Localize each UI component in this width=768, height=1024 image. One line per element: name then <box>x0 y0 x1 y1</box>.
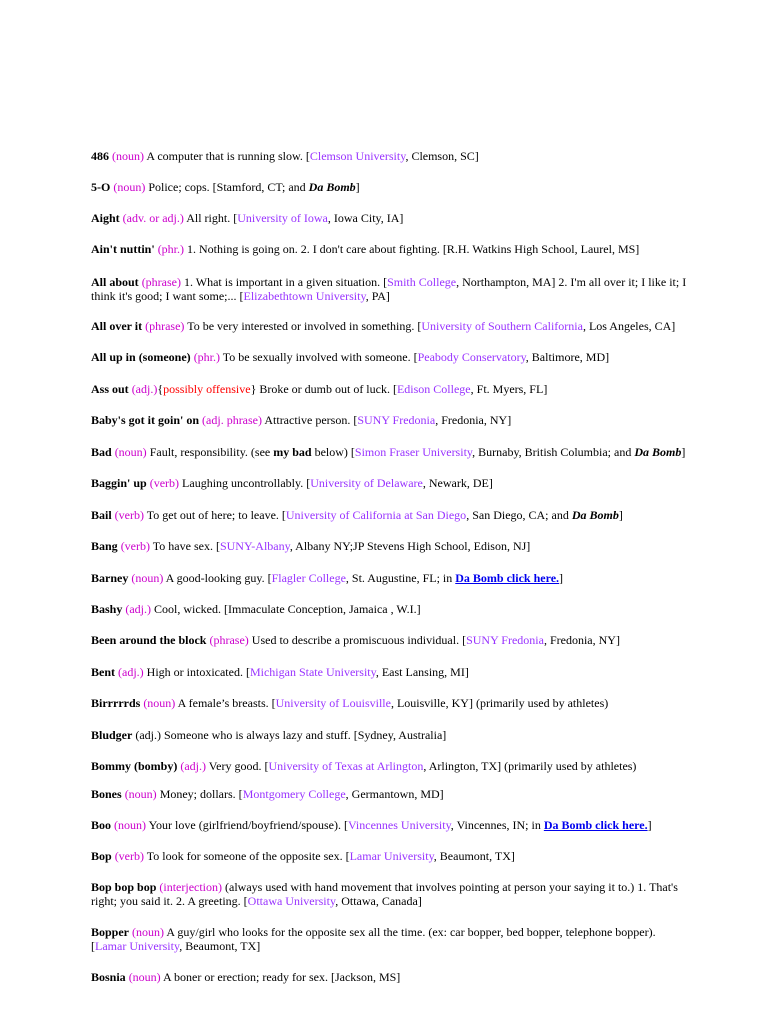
glossary-entry <box>91 759 691 773</box>
definition-text: ] <box>355 180 360 194</box>
headword: 5-O <box>91 180 111 194</box>
headword: Aight <box>91 211 120 225</box>
institution-name: SUNY Fredonia <box>466 633 544 647</box>
headword: Bent <box>91 665 115 679</box>
glossary-entry <box>91 849 691 863</box>
headword: Bones <box>91 787 122 801</box>
definition-text: High or intoxicated. [ <box>143 665 250 679</box>
definition-text: All right. [ <box>183 211 238 225</box>
definition-text: Money; dollars. [ <box>156 787 243 801</box>
institution-name: Clemson University <box>309 149 406 163</box>
definition-text: Attractive person. [ <box>262 413 358 427</box>
headword: Bludger <box>91 728 133 742</box>
institution-name: Lamar University <box>349 849 434 863</box>
part-of-speech: (adj.) <box>125 602 152 616</box>
definition-text: , Burnaby, British Columbia; and <box>472 445 635 459</box>
definition-text: , Ottawa, Canada] <box>335 894 422 908</box>
definition-text: Police; cops. [Stamford, CT; and <box>145 180 309 194</box>
glossary-entry <box>91 602 691 616</box>
headword: 486 <box>91 149 109 163</box>
definition-text: , Louisville, KY] (primarily used by athletes) <box>390 696 609 710</box>
part-of-speech: (adj. phrase) <box>202 413 263 427</box>
glossary-entry <box>91 539 691 553</box>
glossary-entry <box>91 350 691 364</box>
headword: Baby's got it goin' on <box>91 413 200 427</box>
definition-text: Cool, wicked. [Immaculate Conception, Jamaica , W.I.] <box>151 602 421 616</box>
institution-name: SUNY-Albany <box>219 539 290 553</box>
glossary-entry <box>91 970 691 984</box>
definition-text: , Clemson, SC] <box>405 149 479 163</box>
institution-name: University of Iowa <box>237 211 328 225</box>
definition-text: ] <box>681 445 686 459</box>
part-of-speech: (verb) <box>120 539 151 553</box>
part-of-speech: (interjection) <box>159 880 223 894</box>
part-of-speech: (phrase) <box>209 633 249 647</box>
definition-text: A boner or erection; ready for sex. [Jackson, MS] <box>160 970 401 984</box>
glossary-entry <box>91 319 691 333</box>
source-reference: Da Bomb <box>634 445 682 459</box>
headword: Birrrrrds <box>91 696 141 710</box>
institution-name: Lamar University <box>95 939 180 953</box>
definition-text: (adj.) Someone who is always lazy and stuff. [Sydney, Australia] <box>132 728 447 742</box>
glossary-entry <box>91 445 691 459</box>
definition-text: , Iowa City, IA] <box>327 211 404 225</box>
definition-text: , Beaumont, TX] <box>179 939 261 953</box>
definition-text: , Arlington, TX] (primarily used by athletes) <box>423 759 637 773</box>
headword: Barney <box>91 571 129 585</box>
glossary-entry <box>91 633 691 647</box>
glossary-entry <box>91 508 691 522</box>
glossary-entry <box>91 149 691 163</box>
institution-name: Vincennes University <box>347 818 451 832</box>
definition-text: , Germantown, MD] <box>345 787 444 801</box>
glossary-entry <box>91 925 691 953</box>
definition-text: , Baltimore, MD] <box>525 350 610 364</box>
glossary-entry <box>91 696 691 710</box>
headword: Bopper <box>91 925 130 939</box>
glossary-entry <box>91 818 691 832</box>
headword: Bashy <box>91 602 123 616</box>
definition-text: , Ft. Myers, FL] <box>470 382 548 396</box>
definition-text: , Newark, DE] <box>422 476 493 490</box>
institution-name: Michigan State University <box>249 665 376 679</box>
part-of-speech: (phr.) <box>193 350 221 364</box>
definition-text: To have sex. [ <box>150 539 220 553</box>
part-of-speech: (adj.) <box>131 382 158 396</box>
part-of-speech: (noun) <box>128 970 161 984</box>
definition-text: , Albany NY;JP Stevens High School, Edison, NJ] <box>289 539 531 553</box>
part-of-speech: (noun) <box>114 445 147 459</box>
headword: Boo <box>91 818 112 832</box>
definition-text: (always used with hand movement that involves pointing at person your saying it to.) 1. That's right; you said it. 2. A greeting. [ <box>91 880 678 908</box>
headword: Bail <box>91 508 112 522</box>
headword: Ass out <box>91 382 129 396</box>
definition-text: Used to describe a promiscuous individual. [ <box>248 633 467 647</box>
definition-text: A computer that is running slow. [ <box>144 149 310 163</box>
institution-name: Ottawa University <box>247 894 336 908</box>
glossary-entry <box>91 880 691 908</box>
definition-text: A guy/girl who looks for the opposite sex all the time. (ex: car bopper, bed bopper, telephone bopper). [ <box>91 925 656 953</box>
part-of-speech: (noun) <box>143 696 176 710</box>
headword: Bad <box>91 445 112 459</box>
da-bomb-link[interactable]: Da Bomb click here. <box>455 571 560 585</box>
definition-text: ] <box>618 508 623 522</box>
headword: Ain't nuttin' <box>91 242 155 256</box>
definition-text: To look for someone of the opposite sex. [ <box>144 849 350 863</box>
part-of-speech: (noun) <box>131 571 164 585</box>
part-of-speech: (phrase) <box>141 275 181 289</box>
definition-text: A good-looking guy. [ <box>163 571 272 585</box>
part-of-speech: (noun) <box>124 787 157 801</box>
definition-text: , PA] <box>365 289 390 303</box>
institution-name: University of Louisville <box>275 696 391 710</box>
cross-reference: my bad <box>273 445 312 459</box>
institution-name: Montgomery College <box>242 787 346 801</box>
definition-text: , East Lansing, MI] <box>375 665 469 679</box>
headword: Bosnia <box>91 970 126 984</box>
part-of-speech: (noun) <box>113 180 146 194</box>
definition-text: , Los Angeles, CA] <box>582 319 676 333</box>
part-of-speech: (adj.) <box>118 665 144 679</box>
glossary-entry <box>91 211 691 225</box>
definition-text: To get out of here; to leave. [ <box>144 508 286 522</box>
definition-text: Laughing uncontrollably. [ <box>179 476 311 490</box>
headword: Baggin' up <box>91 476 147 490</box>
da-bomb-link[interactable]: Da Bomb click here. <box>543 818 648 832</box>
definition-text: Very good. [ <box>206 759 269 773</box>
headword: All up in (someone) <box>91 350 191 364</box>
glossary-entry <box>91 571 691 585</box>
part-of-speech: (adv. or adj.) <box>122 211 184 225</box>
definition-text: , Northampton, MA] 2. I'm all over it; I like it; I think it's good; I want some;... [ <box>91 275 687 303</box>
headword: All about <box>91 275 139 289</box>
glossary-entry <box>91 728 691 742</box>
part-of-speech: (phr.) <box>157 242 185 256</box>
part-of-speech: (noun) <box>112 149 144 163</box>
source-reference: Da Bomb <box>308 180 356 194</box>
definition-text: below) [ <box>311 445 355 459</box>
definition-text: To be very interested or involved in something. [ <box>184 319 422 333</box>
glossary-entry <box>91 787 691 801</box>
institution-name: Peabody Conservatory <box>417 350 526 364</box>
institution-name: Simon Fraser University <box>354 445 473 459</box>
source-reference: Da Bomb <box>571 508 619 522</box>
headword: Bang <box>91 539 118 553</box>
definition-text: , Fredonia, NY] <box>543 633 620 647</box>
part-of-speech: (adj.) <box>180 759 206 773</box>
glossary-entry <box>91 275 691 303</box>
glossary-entry <box>91 413 691 427</box>
institution-name: Smith College <box>387 275 457 289</box>
definition-text: } Broke or dumb out of luck. [ <box>250 382 397 396</box>
institution-name: University of Delaware <box>310 476 423 490</box>
institution-name: University of California at San Diego <box>285 508 467 522</box>
definition-text: , Beaumont, TX] <box>433 849 515 863</box>
definition-text: , St. Augustine, FL; in <box>345 571 456 585</box>
headword: Bop bop bop <box>91 880 157 894</box>
definition-text: ] <box>559 571 564 585</box>
definition-text: To be sexually involved with someone. [ <box>220 350 418 364</box>
part-of-speech: (noun) <box>132 925 165 939</box>
headword: All over it <box>91 319 143 333</box>
part-of-speech: (noun) <box>114 818 147 832</box>
headword: Bommy (bomby) <box>91 759 178 773</box>
institution-name: University of Texas at Arlington <box>268 759 424 773</box>
definition-text: Your love (girlfriend/boyfriend/spouse). [ <box>146 818 348 832</box>
institution-name: University of Southern California <box>421 319 583 333</box>
definition-text: , Vincennes, IN; in <box>450 818 544 832</box>
definition-text: { <box>157 382 164 396</box>
definition-text: 1. What is important in a given situation. [ <box>181 275 388 289</box>
headword: Been around the block <box>91 633 207 647</box>
definition-text: ] <box>647 818 652 832</box>
part-of-speech: (verb) <box>149 476 180 490</box>
definition-text: , San Diego, CA; and <box>466 508 572 522</box>
offensive-warning: possibly offensive <box>163 382 251 396</box>
definition-text: , Fredonia, NY] <box>435 413 512 427</box>
part-of-speech: (verb) <box>114 849 145 863</box>
glossary-entry <box>91 382 691 396</box>
glossary-entry <box>91 180 691 194</box>
part-of-speech: (phrase) <box>145 319 185 333</box>
part-of-speech: (verb) <box>114 508 144 522</box>
definition-text: A female’s breasts. [ <box>175 696 276 710</box>
definition-text: Fault, responsibility. (see <box>146 445 274 459</box>
glossary-entry <box>91 242 691 256</box>
glossary-entry <box>91 665 691 679</box>
headword: Bop <box>91 849 112 863</box>
institution-name: SUNY Fredonia <box>357 413 436 427</box>
institution-name: Flagler College <box>271 571 346 585</box>
glossary-entry <box>91 476 691 490</box>
institution-name: Edison College <box>396 382 471 396</box>
institution-name: Elizabethtown University <box>243 289 366 303</box>
definition-text: 1. Nothing is going on. 2. I don't care about fighting. [R.H. Watkins High School, Laurel, MS] <box>184 242 640 256</box>
